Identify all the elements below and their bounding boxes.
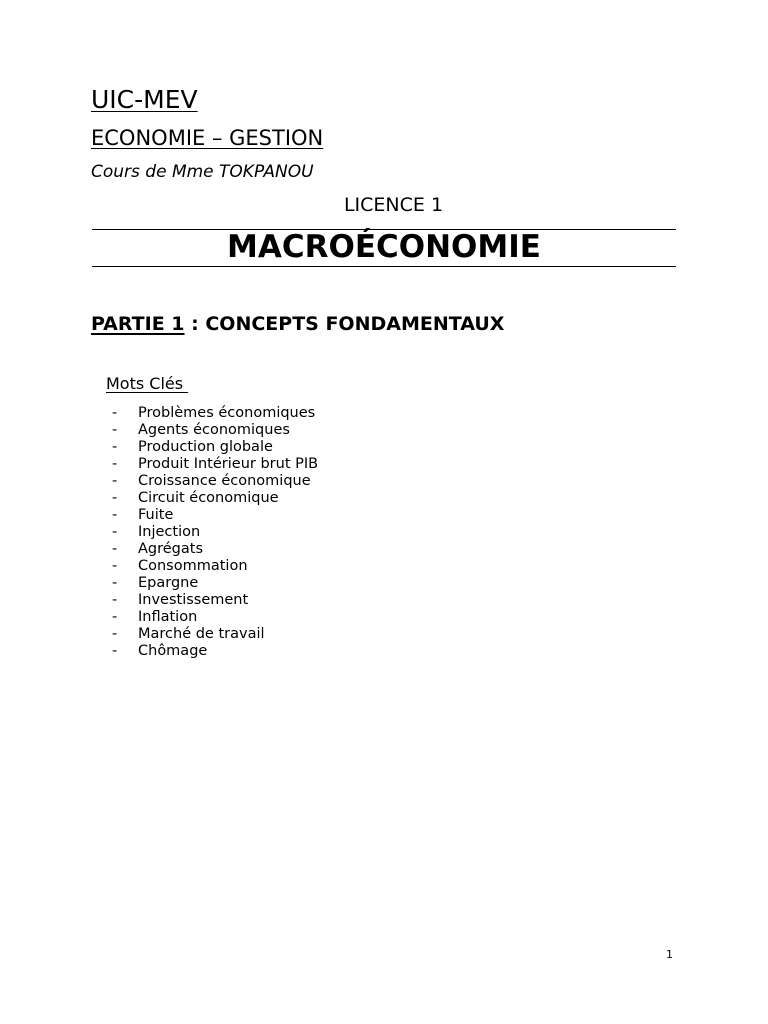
- keyword-list: [112, 405, 318, 660]
- bullet-dash: -: [112, 524, 118, 540]
- keyword-text: Injection: [138, 524, 201, 540]
- keyword-item: [112, 507, 318, 524]
- keyword-item: [112, 541, 318, 558]
- keyword-item: [112, 405, 318, 422]
- keyword-item: [112, 456, 318, 473]
- bullet-dash: -: [112, 626, 118, 642]
- keyword-text: Produit Intérieur brut PIB: [138, 456, 319, 472]
- bullet-dash: -: [112, 473, 118, 489]
- keyword-text: Fuite: [138, 507, 174, 523]
- keyword-item: [112, 524, 318, 541]
- part-heading: [91, 312, 504, 336]
- bullet-dash: -: [112, 575, 118, 591]
- keyword-text: Investissement: [138, 592, 249, 608]
- keyword-text: Marché de travail: [138, 626, 265, 642]
- document-title: MACROÉCONOMIE: [227, 229, 541, 265]
- keyword-text: Consommation: [138, 558, 248, 574]
- keyword-item: [112, 473, 318, 490]
- bullet-dash: -: [112, 541, 118, 557]
- keyword-item: [112, 422, 318, 439]
- department-name: ECONOMIE – GESTION: [91, 126, 324, 150]
- part-separator: :: [184, 313, 206, 335]
- keyword-text: Croissance économique: [138, 473, 311, 489]
- bullet-dash: -: [112, 609, 118, 625]
- course-teacher: Cours de Mme TOKPANOU: [91, 162, 314, 182]
- keyword-item: [112, 626, 318, 643]
- institution-name: UIC-MEV: [91, 85, 198, 114]
- keyword-text: Circuit économique: [138, 490, 279, 506]
- bullet-dash: -: [112, 592, 118, 608]
- keyword-item: [112, 643, 318, 660]
- keywords-heading: Mots Clés: [106, 374, 189, 393]
- page-number: 1: [666, 948, 673, 961]
- keyword-text: Agents économiques: [138, 422, 290, 438]
- part-title: CONCEPTS FONDAMENTAUX: [205, 313, 505, 335]
- keyword-text: Problèmes économiques: [138, 405, 316, 421]
- keyword-text: Chômage: [138, 643, 208, 659]
- keyword-text: Agrégats: [138, 541, 204, 557]
- bullet-dash: -: [112, 405, 118, 421]
- bullet-dash: -: [112, 439, 118, 455]
- keyword-item: [112, 558, 318, 575]
- keyword-item: [112, 609, 318, 626]
- keyword-item: [112, 439, 318, 456]
- bullet-dash: -: [112, 456, 118, 472]
- bullet-dash: -: [112, 558, 118, 574]
- bullet-dash: -: [112, 422, 118, 438]
- bullet-dash: -: [112, 490, 118, 506]
- keyword-text: Production globale: [138, 439, 273, 455]
- course-level: LICENCE 1: [343, 194, 444, 216]
- bullet-dash: -: [112, 643, 118, 659]
- keyword-item: [112, 490, 318, 507]
- part-label: PARTIE 1: [91, 313, 185, 335]
- keyword-text: Inflation: [138, 609, 198, 625]
- keyword-item: [112, 592, 318, 609]
- title-bottom-rule: [92, 266, 676, 267]
- keyword-text: Epargne: [138, 575, 199, 591]
- keyword-item: [112, 575, 318, 592]
- bullet-dash: -: [112, 507, 118, 523]
